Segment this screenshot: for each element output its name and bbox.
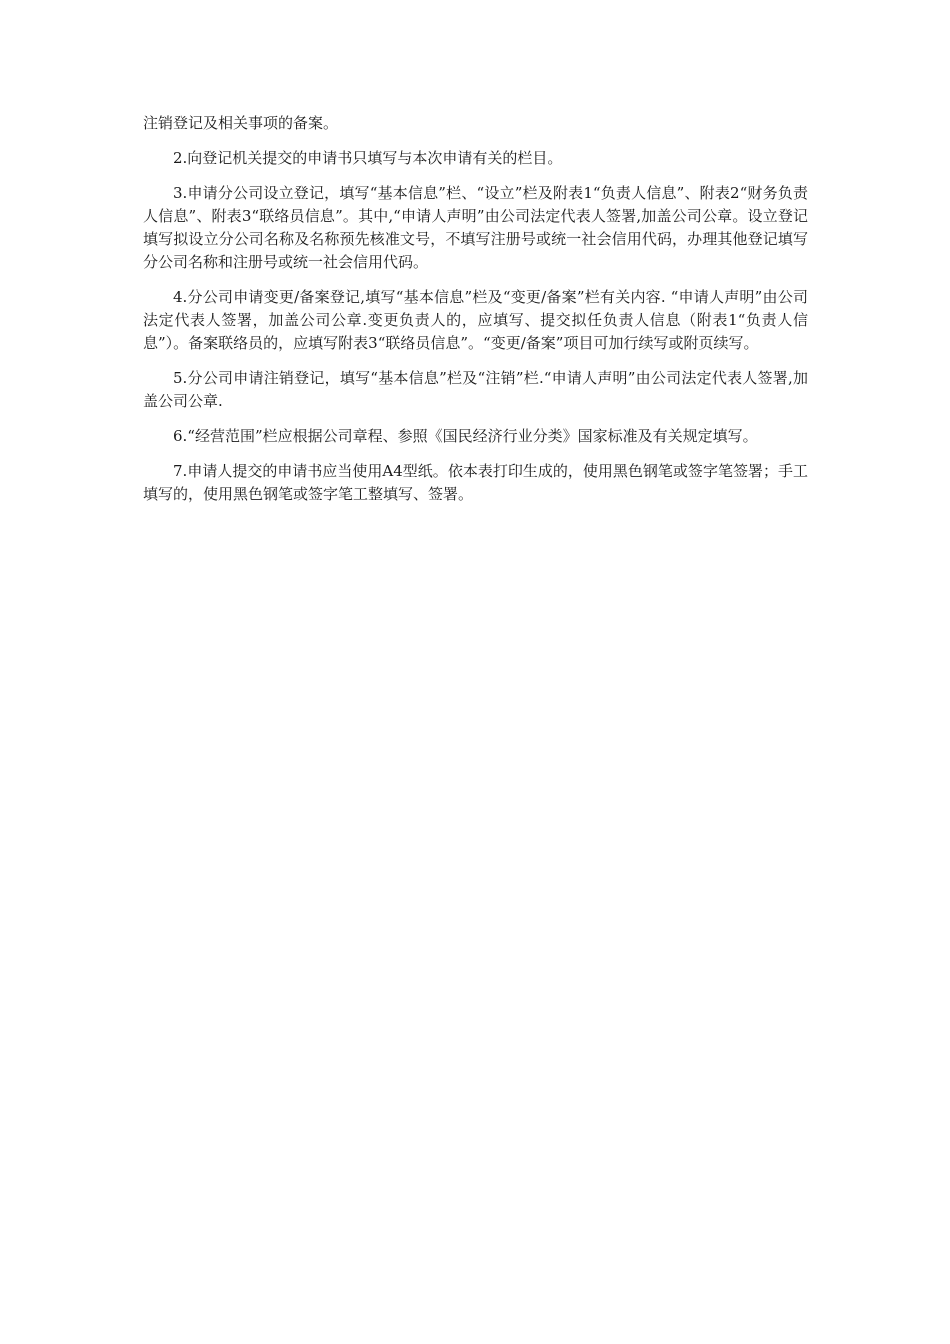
paragraph-item-2: 2.向登记机关提交的申请书只填写与本次申请有关的栏目。 [173, 149, 563, 167]
paragraph-item-5: 5.分公司申请注销登记，填写“基本信息”栏及“注销”栏.“申请人声明”由公司法定代表人签署,加盖公司公章. [143, 369, 808, 410]
paragraph-item-3: 3.申请分公司设立登记，填写“基本信息”栏、“设立”栏及附表1“负责人信息”、附表2“财务负责人信息”、附表3“联络员信息”。其中,“申请人声明”由公司法定代表人签署,加盖公司公章。设立登记填写拟设立分公司名称及名称预先核准文号，不填写注册号或统一社会信用代码，办理其他登记填写分公司名称和注册号或统一社会信用代码。 [143, 184, 808, 271]
paragraph-continuation: 注销登记及相关事项的备案。 [143, 114, 339, 132]
paragraph-item-4: 4.分公司申请变更/备案登记,填写“基本信息”栏及“变更/备案”栏有关内容. “申请人声明”由公司法定代表人签署，加盖公司公章.变更负责人的，应填写、提交拟任负责人信息（附表1“负责人信息”）。备案联络员的，应填写附表3“联络员信息”。“变更/备案”项目可加行续写或附页续写。 [143, 288, 808, 352]
paragraph-item-7: 7.申请人提交的申请书应当使用A4型纸。依本表打印生成的，使用黑色钢笔或签字笔签署；手工填写的，使用黑色钢笔或签字笔工整填写、签署。 [143, 462, 808, 503]
document-body [143, 112, 808, 518]
paragraph-item-6: 6.“经营范围”栏应根据公司章程、参照《国民经济行业分类》国家标准及有关规定填写。 [173, 427, 758, 445]
